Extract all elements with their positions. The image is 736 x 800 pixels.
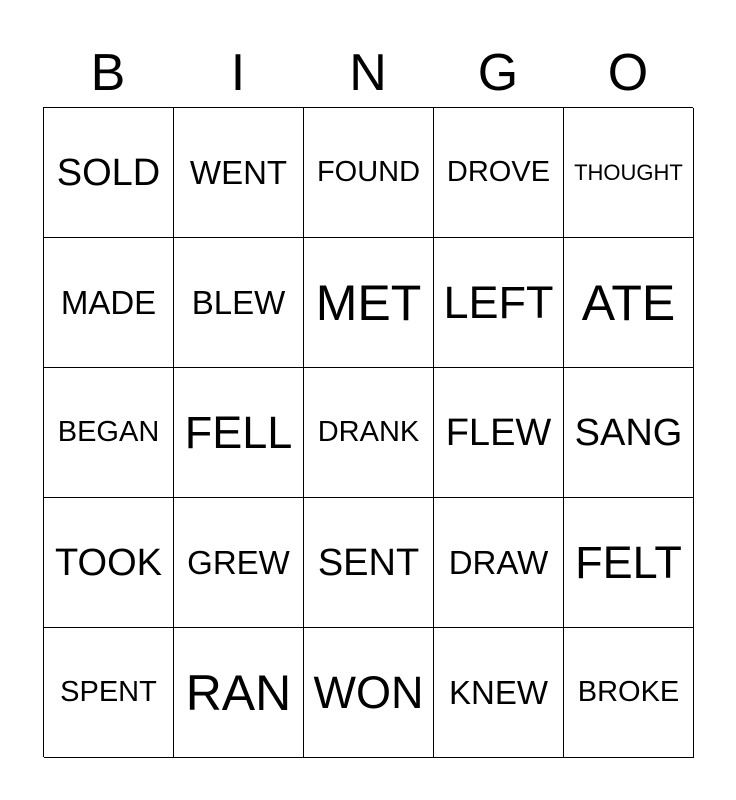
bingo-cell[interactable]: ATE (564, 238, 694, 368)
bingo-cell[interactable]: MADE (44, 238, 174, 368)
bingo-board (43, 107, 693, 757)
bingo-header (43, 40, 693, 106)
bingo-cell[interactable]: FOUND (304, 108, 434, 238)
header-letter-i: I (230, 44, 246, 102)
header-letter-g: G (477, 44, 519, 102)
header-letter-n: N (349, 44, 387, 102)
bingo-cell[interactable]: SANG (564, 368, 694, 498)
bingo-cell[interactable]: DROVE (434, 108, 564, 238)
bingo-cell[interactable]: BLEW (174, 238, 304, 368)
bingo-cell[interactable]: DRANK (304, 368, 434, 498)
bingo-cell[interactable]: RAN (174, 628, 304, 758)
bingo-cell[interactable]: TOOK (44, 498, 174, 628)
bingo-cell[interactable]: FELT (564, 498, 694, 628)
bingo-cell[interactable]: KNEW (434, 628, 564, 758)
bingo-cell[interactable]: FELL (174, 368, 304, 498)
bingo-cell[interactable]: SENT (304, 498, 434, 628)
bingo-cell[interactable]: MET (304, 238, 434, 368)
bingo-cell[interactable]: SPENT (44, 628, 174, 758)
bingo-cell[interactable]: FLEW (434, 368, 564, 498)
bingo-cell[interactable]: THOUGHT (564, 108, 694, 238)
bingo-cell[interactable]: DRAW (434, 498, 564, 628)
bingo-cell[interactable]: SOLD (44, 108, 174, 238)
header-letter-o: O (607, 44, 649, 102)
header-letter-b: B (90, 44, 126, 102)
bingo-cell[interactable]: WENT (174, 108, 304, 238)
bingo-cell[interactable]: BEGAN (44, 368, 174, 498)
bingo-cell[interactable]: GREW (174, 498, 304, 628)
bingo-cell[interactable]: BROKE (564, 628, 694, 758)
bingo-cell[interactable]: WON (304, 628, 434, 758)
bingo-cell[interactable]: LEFT (434, 238, 564, 368)
